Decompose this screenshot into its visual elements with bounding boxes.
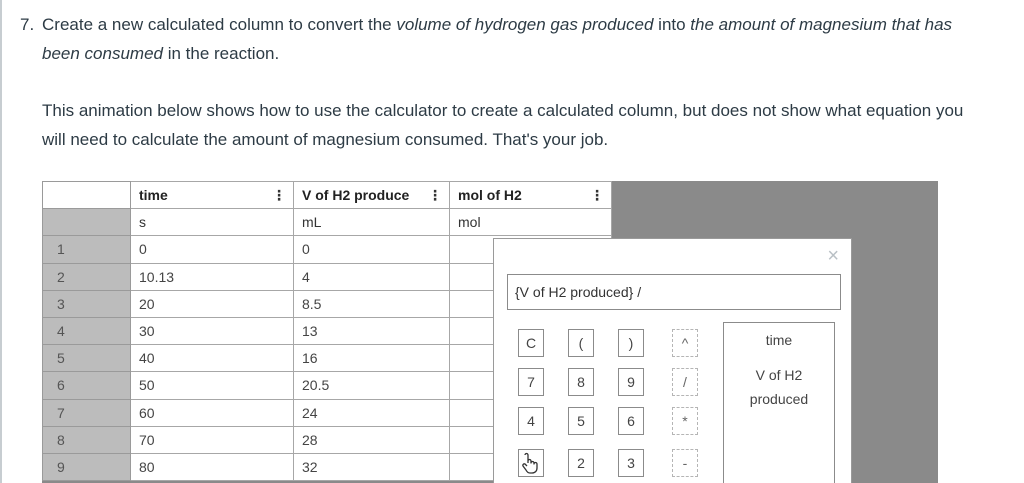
open-paren-key[interactable]: (: [568, 329, 594, 357]
time-cell[interactable]: 30: [131, 317, 294, 344]
column-header-mol[interactable]: mol of H2 ⋮: [450, 182, 612, 209]
volume-cell[interactable]: 32: [294, 453, 450, 480]
digit-3-key[interactable]: 3: [618, 449, 644, 477]
time-cell[interactable]: 40: [131, 345, 294, 372]
row-number[interactable]: 4: [43, 317, 131, 344]
row-number[interactable]: 2: [43, 263, 131, 290]
digit-2-key[interactable]: 2: [568, 449, 594, 477]
close-paren-key[interactable]: ): [618, 329, 644, 357]
column-header-time[interactable]: time ⋮: [131, 182, 294, 209]
formula-input[interactable]: {V of H2 produced} /: [507, 274, 841, 310]
time-cell[interactable]: 70: [131, 426, 294, 453]
power-key[interactable]: ^: [672, 329, 698, 357]
units-row: [43, 209, 612, 236]
minus-key[interactable]: -: [672, 449, 698, 477]
unit-cell[interactable]: mol: [450, 209, 612, 236]
column-menu-icon[interactable]: ⋮: [590, 186, 603, 203]
digit-8-key[interactable]: 8: [568, 368, 594, 396]
digit-7-key[interactable]: 7: [518, 368, 544, 396]
digit-4-key[interactable]: 4: [518, 407, 544, 435]
volume-cell[interactable]: 20.5: [294, 372, 450, 399]
volume-cell[interactable]: 13: [294, 317, 450, 344]
left-border: [0, 0, 2, 483]
column-menu-icon[interactable]: ⋮: [428, 186, 441, 203]
digit-6-key[interactable]: 6: [618, 407, 644, 435]
volume-cell[interactable]: 16: [294, 345, 450, 372]
data-table-app: [42, 181, 938, 483]
row-number[interactable]: 5: [43, 345, 131, 372]
time-cell[interactable]: 0: [131, 236, 294, 263]
unit-cell[interactable]: mL: [294, 209, 450, 236]
divide-key[interactable]: /: [672, 368, 698, 396]
row-number[interactable]: 6: [43, 372, 131, 399]
volume-cell[interactable]: 28: [294, 426, 450, 453]
time-cell[interactable]: 10.13: [131, 263, 294, 290]
unit-cell[interactable]: s: [131, 209, 294, 236]
time-cell[interactable]: 60: [131, 399, 294, 426]
digit-5-key[interactable]: 5: [568, 407, 594, 435]
multiply-key[interactable]: *: [672, 407, 698, 435]
row-number[interactable]: 7: [43, 399, 131, 426]
volume-cell[interactable]: 8.5: [294, 290, 450, 317]
corner-cell: [43, 182, 131, 209]
time-cell[interactable]: 80: [131, 453, 294, 480]
digit-9-key[interactable]: 9: [618, 368, 644, 396]
time-cell[interactable]: 50: [131, 372, 294, 399]
column-header-volume[interactable]: V of H2 produce ⋮: [294, 182, 450, 209]
calculator-dialog: [493, 238, 852, 483]
header-row: [43, 182, 612, 209]
row-number[interactable]: 8: [43, 426, 131, 453]
clear-key[interactable]: C: [518, 329, 544, 357]
volume-cell[interactable]: 0: [294, 236, 450, 263]
volume-cell[interactable]: 24: [294, 399, 450, 426]
time-cell[interactable]: 20: [131, 290, 294, 317]
question-line-2: been consumed in the reaction.: [42, 44, 280, 63]
row-number[interactable]: 1: [43, 236, 131, 263]
intro-paragraph: This animation below shows how to use the calculator to create a calculated column, but does not show what equation you will need to calculate the amount of magnesium consumed. That's your job.: [42, 101, 964, 149]
question-number: 7.: [20, 15, 35, 34]
question-line-1: 7. Create a new calculated column to convert the volume of hydrogen gas produced into the amount of magnesium that has: [20, 10, 1010, 39]
hand-pointer-icon: [520, 452, 542, 474]
digit-1-key[interactable]: [518, 449, 544, 477]
row-number[interactable]: 9: [43, 453, 131, 480]
column-option-time[interactable]: time: [765, 332, 793, 348]
row-number[interactable]: 3: [43, 290, 131, 317]
column-option-volume[interactable]: V of H2 produced: [749, 367, 809, 407]
volume-cell[interactable]: 4: [294, 263, 450, 290]
column-menu-icon[interactable]: ⋮: [272, 186, 285, 203]
units-corner: [43, 209, 131, 236]
close-icon[interactable]: ×: [827, 245, 839, 267]
column-list: [723, 322, 835, 483]
